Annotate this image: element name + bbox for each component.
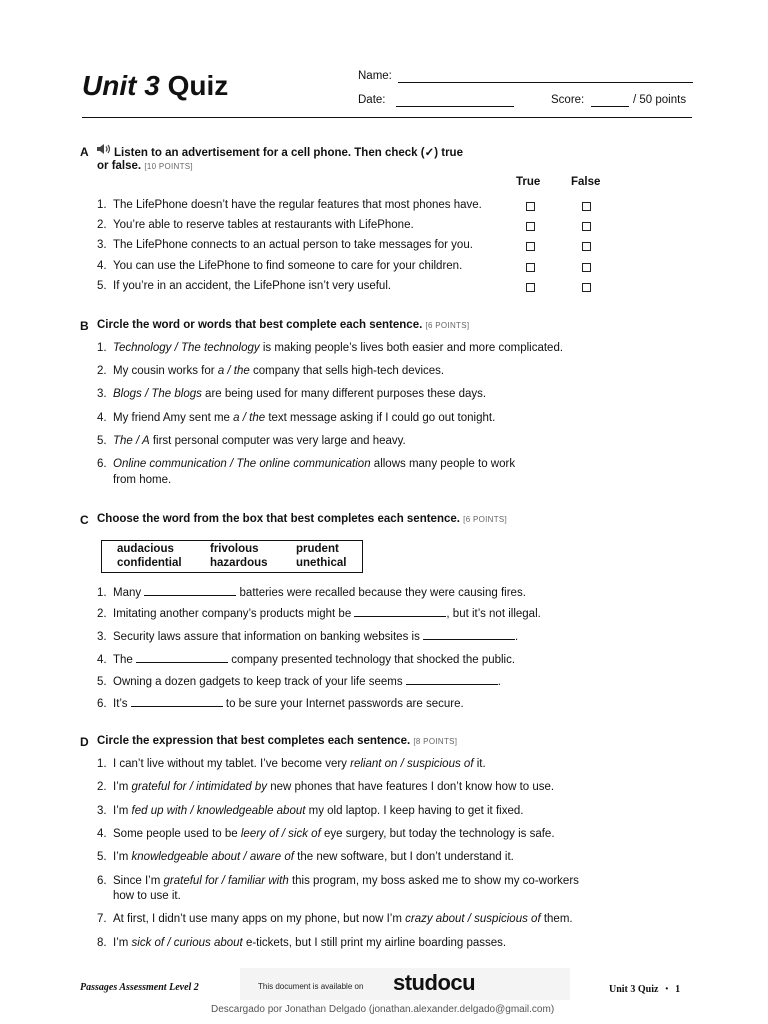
date-label: Date: (358, 94, 386, 106)
item-text: The LifePhone connects to an actual person to take messages for you. (113, 239, 473, 251)
sentence-text: It’s (113, 698, 131, 710)
item-number: 4. (97, 412, 107, 424)
sentence-text: I’m (113, 781, 132, 793)
name-field[interactable] (398, 82, 693, 83)
false-checkbox[interactable] (582, 263, 591, 272)
answer-blank[interactable] (136, 652, 228, 663)
sentence-text: My cousin works for (113, 365, 218, 377)
sentence-text: , but it’s not illegal. (446, 608, 541, 620)
sentence-text: text message asking if I could go out tonight. (265, 412, 496, 424)
item-number: 2. (97, 608, 107, 620)
expression-choice[interactable]: crazy about / suspicious of (405, 913, 541, 925)
section-c-points: [6 POINTS] (463, 515, 508, 524)
fill-in-row (97, 674, 501, 688)
sentence-continuation: from home. (113, 474, 172, 486)
true-false-row (97, 219, 414, 231)
word-choice[interactable]: The / A (113, 435, 150, 447)
expression-choice[interactable]: fed up with / knowledgeable about (131, 805, 306, 817)
score-field[interactable] (591, 106, 629, 107)
true-false-row (97, 260, 462, 272)
sentence-text: Since I’m (113, 875, 164, 887)
fill-in-row (97, 606, 541, 620)
sentence-text: At first, I didn’t use many apps on my phone, but now I’m (113, 913, 406, 925)
name-label: Name: (358, 70, 392, 82)
item-number: 5. (97, 280, 107, 292)
sentence-text: eye surgery, but today the technology is safe. (320, 828, 555, 840)
sentence-continuation: how to use it. (113, 890, 181, 902)
sentence-text: I’m (113, 851, 132, 863)
item-number: 6. (97, 875, 107, 887)
expression-choice[interactable]: sick of / curious about (131, 937, 243, 949)
quiz-title-unit: Unit 3 (82, 70, 160, 101)
item-text: You can use the LifePhone to find someone to care for your children. (113, 260, 463, 272)
item-number: 5. (97, 851, 107, 863)
sentence-text: it. (473, 758, 486, 770)
quiz-title (82, 70, 228, 102)
section-c-instruction: Choose the word from the box that best completes each sentence. (97, 513, 460, 525)
sentence-text: I can’t live without my tablet. I’ve become very (113, 758, 351, 770)
expression-row (97, 851, 514, 863)
quiz-title-quiz: Quiz (167, 70, 229, 101)
sentence-text: The (113, 654, 137, 666)
word-choice[interactable]: a / the (217, 365, 250, 377)
sentence-text: batteries were recalled because they were causing fires. (236, 587, 526, 599)
true-checkbox[interactable] (526, 202, 535, 211)
sentence-text: allows many people to work (370, 458, 516, 470)
false-checkbox[interactable] (582, 202, 591, 211)
word-box-word: prudent (296, 543, 339, 555)
section-b-points: [6 POINTS] (425, 321, 470, 330)
answer-blank[interactable] (354, 606, 446, 617)
expression-row (97, 781, 554, 793)
word-choice[interactable]: a / the (233, 412, 266, 424)
true-column-header: True (516, 176, 541, 188)
fill-in-row (97, 629, 518, 643)
studocu-logo[interactable]: studocu (393, 970, 476, 995)
sentence-text: e-tickets, but I still print my airline boarding passes. (242, 937, 507, 949)
word-choice[interactable]: Online communication / The online communication (113, 458, 371, 470)
sentence-text: company presented technology that shocked the public. (228, 654, 516, 666)
sentence-text: Many (113, 587, 145, 599)
word-choice[interactable]: Blogs / The blogs (113, 388, 202, 400)
sentence-row (97, 435, 406, 447)
section-d-points: [8 POINTS] (413, 737, 458, 746)
sentence-row (97, 365, 444, 377)
sentence-text: to be sure your Internet passwords are secure. (222, 698, 464, 710)
false-checkbox[interactable] (582, 283, 591, 292)
studocu-note: This document is available on (258, 982, 364, 991)
speaker-icon (96, 143, 112, 158)
section-a-letter: A (80, 145, 89, 159)
true-checkbox[interactable] (526, 263, 535, 272)
sentence-text: My friend Amy sent me (113, 412, 234, 424)
item-number: 3. (97, 388, 107, 400)
expression-choice[interactable]: reliant on / suspicious of (350, 758, 474, 770)
false-checkbox[interactable] (582, 222, 591, 231)
expression-choice[interactable]: leery of / sick of (240, 828, 321, 840)
sentence-text: my old laptop. I keep having to get it fixed. (305, 805, 524, 817)
true-checkbox[interactable] (526, 222, 535, 231)
fill-in-row (97, 652, 515, 666)
item-text: If you’re in an accident, the LifePhone isn’t very useful. (113, 280, 392, 292)
sentence-row (97, 458, 515, 470)
word-box (101, 540, 363, 573)
word-choice[interactable]: Technology / The technology (113, 342, 260, 354)
item-number: 1. (97, 199, 107, 211)
item-number: 3. (97, 239, 107, 251)
date-field[interactable] (396, 106, 514, 107)
false-column-header: False (571, 176, 601, 188)
footer-unit-text: Unit 3 Quiz (609, 984, 659, 995)
sentence-text: Imitating another company’s products might be (113, 608, 355, 620)
answer-blank[interactable] (406, 674, 498, 685)
sentence-text: . (497, 676, 501, 688)
item-number: 8. (97, 937, 107, 949)
header-rule (82, 117, 692, 118)
word-box-word: audacious (117, 543, 174, 555)
answer-blank[interactable] (423, 629, 515, 640)
sentence-text: new phones that have features I don’t know how to use. (267, 781, 555, 793)
sentence-text: first personal computer was very large and heavy. (149, 435, 406, 447)
sentence-text: I’m (113, 805, 132, 817)
item-number: 1. (97, 758, 107, 770)
word-box-word: unethical (296, 557, 347, 569)
sentence-text: the new software, but I don’t understand it. (293, 851, 514, 863)
fill-in-row (97, 696, 464, 710)
expression-choice[interactable]: grateful for / familiar with (163, 875, 289, 887)
sentence-text: them. (540, 913, 573, 925)
item-number: 2. (97, 781, 107, 793)
expression-row (97, 828, 555, 840)
sentence-text: is making people’s lives both easier and more complicated. (259, 342, 564, 354)
downloaded-by: Descargado por Jonathan Delgado (jonathan.alexander.delgado@gmail.com) (211, 1004, 555, 1015)
true-false-row (97, 199, 482, 211)
item-number: 1. (97, 342, 107, 354)
sentence-text: this program, my boss asked me to show my co-workers (288, 875, 579, 887)
expression-choice[interactable]: grateful for / intimidated by (131, 781, 268, 793)
item-number: 4. (97, 828, 107, 840)
sentence-row (97, 388, 486, 400)
item-text: The LifePhone doesn’t have the regular features that most phones have. (113, 199, 482, 211)
item-number: 4. (97, 654, 107, 666)
item-number: 6. (97, 458, 107, 470)
sentence-text: . (515, 631, 519, 643)
footer-book-title: Passages Assessment Level 2 (80, 982, 199, 993)
item-number: 3. (97, 805, 107, 817)
item-number: 3. (97, 631, 107, 643)
expression-choice[interactable]: knowledgeable about / aware of (131, 851, 294, 863)
section-d-letter: D (80, 735, 89, 749)
fill-in-row (97, 585, 526, 599)
expression-row (97, 758, 486, 770)
sentence-row (97, 412, 495, 424)
word-box-word: confidential (117, 557, 182, 569)
word-box-word: hazardous (210, 557, 268, 569)
section-b-instruction: Circle the word or words that best complete each sentence. (97, 319, 423, 331)
sentence-text: I’m (113, 937, 132, 949)
score-label: Score: (551, 94, 585, 106)
expression-row (97, 875, 579, 887)
footer-bullet: · (660, 982, 673, 997)
sentence-text: Security laws assure that information on banking websites is (113, 631, 424, 643)
item-number: 2. (97, 219, 107, 231)
answer-blank[interactable] (144, 585, 236, 596)
item-number: 4. (97, 260, 107, 272)
expression-row (97, 913, 573, 925)
section-c-letter: C (80, 513, 89, 527)
sentence-text: company that sells high-tech devices. (249, 365, 445, 377)
section-a-points: [10 POINTS] (144, 162, 193, 171)
true-false-row (97, 239, 473, 251)
footer-unit-label (609, 982, 680, 998)
item-number: 5. (97, 676, 107, 688)
false-checkbox[interactable] (582, 242, 591, 251)
item-number: 2. (97, 365, 107, 377)
expression-row (97, 805, 523, 817)
item-number: 5. (97, 435, 107, 447)
section-b-letter: B (80, 319, 89, 333)
item-number: 1. (97, 587, 107, 599)
sentence-text: are being used for many different purposes these days. (201, 388, 487, 400)
sentence-text: Some people used to be (113, 828, 241, 840)
sentence-text: Owning a dozen gadgets to keep track of your life seems (113, 676, 406, 688)
item-number: 7. (97, 913, 107, 925)
sentence-row (97, 342, 563, 354)
true-false-row (97, 280, 391, 292)
section-d-instruction: Circle the expression that best completes each sentence. (97, 735, 411, 747)
answer-blank[interactable] (131, 696, 223, 707)
page-number: 1 (675, 984, 681, 995)
score-total: / 50 points (633, 94, 687, 106)
section-a-instruction-cont: or false. (97, 160, 142, 172)
word-box-word: frivolous (210, 543, 259, 555)
section-a-instruction: Listen to an advertisement for a cell phone. Then check (✓) true (114, 147, 463, 159)
expression-row (97, 937, 506, 949)
true-checkbox[interactable] (526, 283, 535, 292)
true-checkbox[interactable] (526, 242, 535, 251)
item-text: You’re able to reserve tables at restaurants with LifePhone. (113, 219, 414, 231)
item-number: 6. (97, 698, 107, 710)
